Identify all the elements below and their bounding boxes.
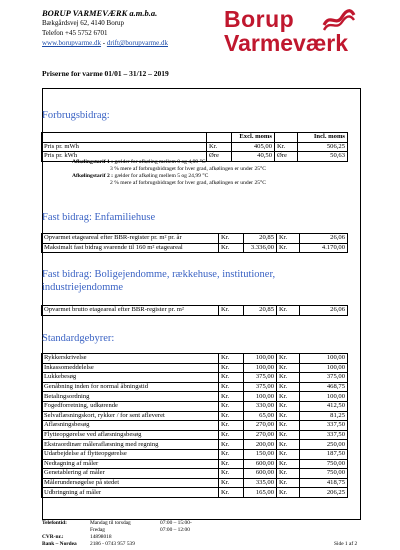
page-title: Priserne for varme 01/01 – 31/12 – 2019 bbox=[42, 69, 169, 78]
tariff2-text: gælder for afkøling mellem 5 og 24,99 °C bbox=[114, 173, 209, 179]
table-row: Udarbejdelse af flytteopgørelse Kr. 150,00 Kr. 187,50 bbox=[42, 449, 348, 459]
website-link[interactable]: www.borupvarme.dk bbox=[42, 39, 102, 47]
table-row: Lukkebesøg Kr. 375,00 Kr. 375,00 bbox=[42, 373, 348, 383]
tariff1-text: gælder for afkøling mellem 0 og 4,99 °C bbox=[114, 159, 206, 165]
cvr-value: 14898018 bbox=[90, 534, 112, 540]
link-separator: - bbox=[101, 39, 107, 47]
bank-value: 2186 - 0743 957 539 bbox=[90, 541, 135, 547]
company-logo bbox=[224, 6, 364, 64]
cvr-label: CVR-nr.: bbox=[42, 534, 64, 540]
table-row: Rykkerskrivelse Kr. 100,00 Kr. 100,00 bbox=[42, 354, 348, 364]
company-web bbox=[42, 38, 168, 48]
table-row: Inkassomeddelelse Kr. 100,00 Kr. 100,00 bbox=[42, 363, 348, 373]
col-excl-header: Excl. moms bbox=[232, 133, 275, 143]
table-row: Aflæsningsbesøg Kr. 270,00 Kr. 337,50 bbox=[42, 421, 348, 431]
tariff2-detail: 2 % mere af forbrugsbidraget for hver grad, afkølingen er under 25°C bbox=[110, 180, 267, 186]
section-heading-standard: Standardgebyrer: bbox=[42, 333, 115, 344]
hours-days-1: Mandag til torsdag bbox=[90, 520, 131, 526]
table-row: Opvarmet brutto etageareal efter BBR-register pr. m² Kr. 20,85 Kr. 26,06 bbox=[42, 306, 348, 316]
table-header-row bbox=[42, 133, 348, 143]
forbrug-table bbox=[41, 132, 348, 162]
flame-wave-icon bbox=[322, 9, 356, 31]
letterhead bbox=[42, 8, 168, 48]
table-row: Betalingsordning Kr. 100,00 Kr. 100,00 bbox=[42, 392, 348, 402]
hours-time-2: 07:00 – 12:00 bbox=[160, 527, 190, 533]
table-row: Udbringning af måler Kr. 165,00 Kr. 206,25 bbox=[42, 488, 348, 498]
table-row: Flytteopgørelse ved aflæsningsbesøg Kr. 270,00 Kr. 337,50 bbox=[42, 430, 348, 440]
table-row: Fogedforretning, udkørende Kr. 330,00 Kr. 412,50 bbox=[42, 401, 348, 411]
section-heading-forbrug: Forbrugsbidrag: bbox=[42, 110, 110, 121]
bank-label: Bank – Nordea bbox=[42, 541, 77, 547]
table-row: Maksimalt fast bidrag svarende til 160 m² etageareal Kr. 3.336,00 Kr. 4.170,00 bbox=[42, 243, 348, 253]
company-name: BORUP VARMEVÆRK a.m.b.a. bbox=[42, 8, 158, 18]
table-row: Genåbning inden for normal åbningstid Kr. 375,00 Kr. 468,75 bbox=[42, 382, 348, 392]
standard-fees-table bbox=[41, 353, 348, 498]
tariff2-label: Afkølingstarif 2 : bbox=[72, 173, 114, 179]
tariff1-label: Afkølingstarif 1 : bbox=[72, 159, 114, 165]
fast-enfamilie-table bbox=[41, 233, 348, 253]
fast-bolig-table bbox=[41, 305, 348, 316]
logo-text-bottom: Varmeværk bbox=[224, 30, 349, 56]
section-heading-fast-bolig: Fast bidrag: Boligejendomme, rækkehuse, institutioner, industriejendomme bbox=[42, 269, 276, 293]
table-row: Selvaflæsningskort, rykker / for sent afleveret Kr. 65,00 Kr. 81,25 bbox=[42, 411, 348, 421]
table-row: Opvarmet etageareal efter BBR-register pr. m² pr. år Kr. 20,85 Kr. 26,06 bbox=[42, 234, 348, 244]
table-row: Genetablering af måler Kr. 600,00 Kr. 750,00 bbox=[42, 469, 348, 479]
col-incl-header: Incl. moms bbox=[298, 133, 348, 143]
table-row: Nedtagning af måler Kr. 600,00 Kr. 750,00 bbox=[42, 459, 348, 469]
tariff1-detail: 3 % mere af forbrugsbidraget for hver grad, afkølingen er under 25°C bbox=[110, 166, 267, 172]
company-address: Bækgårdsvej 62, 4140 Borup bbox=[42, 19, 125, 27]
cooling-tariff-notes bbox=[72, 159, 266, 187]
hours-days-2: Fredag bbox=[90, 527, 105, 533]
logo-text-top: Borup bbox=[224, 6, 295, 32]
table-row: Ekstraordinær måleraflæsning med regning Kr. 200,00 Kr. 250,00 bbox=[42, 440, 348, 450]
table-row: Pris pr. kWh Øre 40,50 Øre 50,63 bbox=[42, 152, 348, 162]
hours-time-1: 07:00 – 15:00- bbox=[160, 520, 192, 526]
page-number: Side 1 af 2 bbox=[334, 541, 358, 547]
email-link[interactable]: drift@borupvarme.dk bbox=[106, 39, 168, 47]
company-phone: Telefon +45 5752 6701 bbox=[42, 29, 108, 37]
table-row: Målerundersøgelse på stedet Kr. 335,00 Kr. 418,75 bbox=[42, 478, 348, 488]
section-heading-fast-enfamilie: Fast bidrag: Enfamiliehuse bbox=[42, 212, 156, 223]
table-row: Pris pr. mWh Kr. 405,00 Kr. 506,25 bbox=[42, 142, 348, 152]
hours-label: Telefontid: bbox=[42, 520, 67, 526]
